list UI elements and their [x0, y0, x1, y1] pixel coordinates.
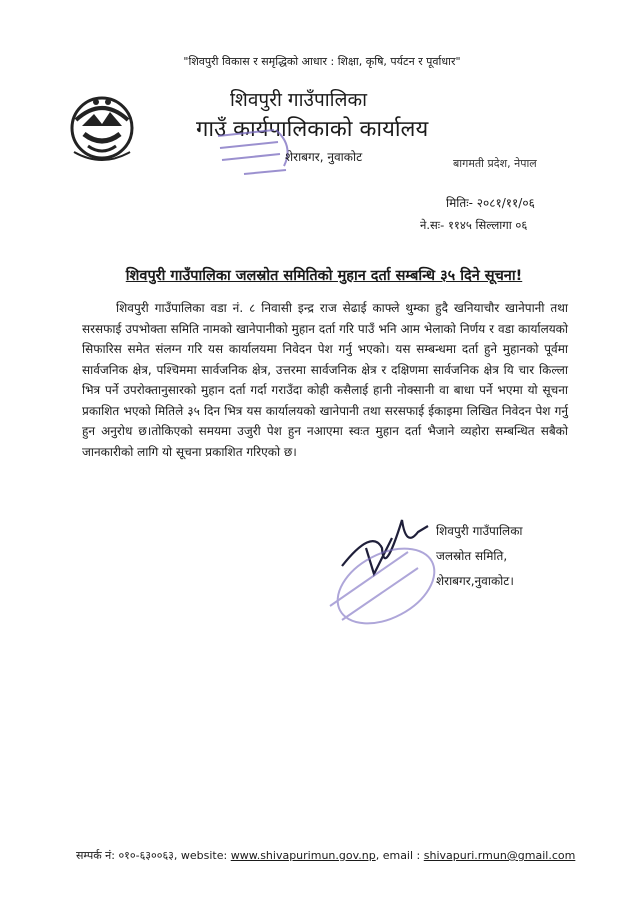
email-label: , email :: [375, 849, 421, 862]
signature-block: [436, 519, 523, 594]
office-location: शेराबगर, नुवाकोट: [285, 150, 363, 164]
handwritten-signature: [322, 508, 444, 626]
signature-line-3: शेराबगर,नुवाकोट।: [436, 574, 514, 588]
signature-line-1: शिवपुरी गाउँपालिका: [436, 524, 523, 538]
website-link[interactable]: www.shivapurimun.gov.np: [230, 849, 376, 862]
notice-body: शिवपुरी गाउँपालिका वडा नं. ८ निवासी इन्द्र राज सेढाई काफ्ले थुम्का हुदै खनियाचौर खानेपानी तथा सरसफाई उपभोक्ता समिति नामको खानेपानीको मुहान दर्ता गरि पाउँ भनि आम भेलाको निर्णय र वडा कार्यालयको सिफारिस समेत संलग्न गरि यस कार्यालयमा निवेदन पेश गर्नु भएको। यस सम्बन्धमा दर्ता हुने मुहानको पूर्वमा सार्वजनिक क्षेत्र, पश्चिममा सार्वजनिक क्षेत्र, उत्तरमा सार्वजनिक क्षेत्र र दक्षिणमा सार्वजनिक क्षेत्र यि चार किल्ला भित्र पर्ने उपरोक्तानुसारको मुहान दर्ता गर्दा गराउँदा कोही कसैलाई हानी नोक्सानी वा बाधा पर्ने भएमा यो सूचना प्रकाशित भएको मितिले ३५ दिन भित्र यस कार्यालयको खानेपानी तथा सरसफाई ईकाइमा लिखित निवेदन पेश गर्नु हुन अनुरोध छ।तोकिएको समयमा उजुरी पेश हुन नआएमा स्वःत मुहान दर्ता भैजाने व्यहोरा सम्बन्धित सबैको जानकारीको लागि यो सूचना प्रकाशित गरिएको छ।: [82, 301, 568, 459]
footer: [76, 848, 575, 863]
province: बागमती प्रदेश, नेपाल: [453, 157, 537, 170]
signature-line-2: जलस्रोत समिति,: [436, 549, 508, 563]
nepal-emblem-icon: [66, 90, 138, 168]
contact-label: सम्पर्क नं: ०१०-६३००६३, website:: [76, 849, 228, 862]
org-name: शिवपुरी गाउँपालिका: [230, 89, 367, 111]
motto: "शिवपुरी विकास र समृद्धिको आधार : शिक्षा, कृषि, पर्यटन र पूर्वाधार": [183, 55, 461, 68]
notice-title: शिवपुरी गाउँपालिका जलस्रोत समितिको मुहान दर्ता सम्बन्धि ३५ दिने सूचना!: [125, 268, 523, 284]
date-line: मितिः- २०८१/११/०६: [446, 196, 535, 210]
office-name: गाउँ कार्यपालिकाको कार्यालय: [196, 117, 429, 142]
email-link[interactable]: shivapuri.rmun@gmail.com: [423, 849, 576, 862]
reference-number: ने.सः- ११४५ सिल्लागा ०६: [420, 218, 528, 232]
